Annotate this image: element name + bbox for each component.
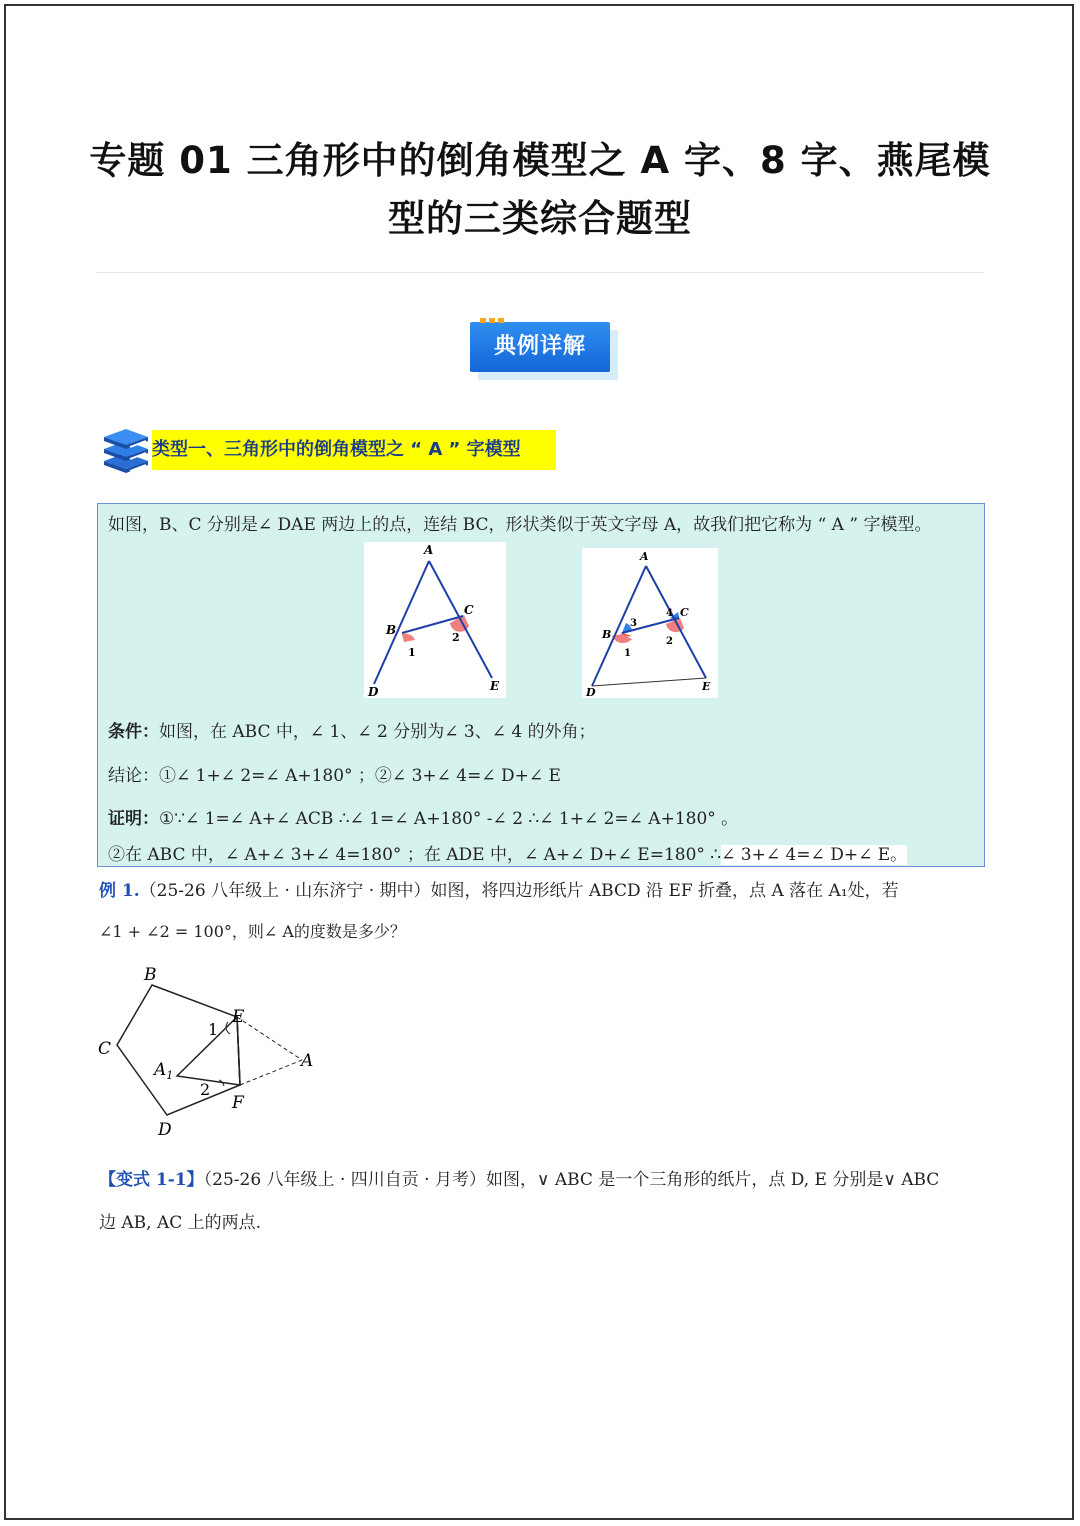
fig1-label-C: C (464, 603, 474, 617)
title-divider (97, 272, 983, 273)
fold-label-A1 (152, 1060, 173, 1082)
fig1-label-2: 2 (452, 631, 460, 644)
fold-label-A1-sub: 1 (166, 1069, 174, 1082)
example-1-text: （25-26 八年级上 · 山东济宁 · 期中）如图，将四边形纸片 ABCD 沿 EF 折叠，点 A 落在 A₁处，若 (139, 881, 899, 901)
fold-label-D: D (158, 1120, 172, 1140)
proof-line-2 (108, 840, 907, 865)
fold-label-F: F (232, 1093, 244, 1113)
model-box (97, 503, 985, 867)
fig2-label-2: 2 (666, 636, 673, 647)
proof-label: 证明： (108, 809, 159, 829)
example-1-line-1 (99, 876, 899, 901)
page-title (60, 132, 1020, 248)
fig2-label-A: A (640, 550, 649, 563)
variant-label: 【变式 1-1】 (99, 1170, 204, 1190)
fig1-label-E: E (490, 679, 500, 693)
fold-label-C: C (98, 1039, 112, 1059)
section-badge (470, 322, 612, 374)
fold-label-1: 1 (208, 1020, 219, 1039)
fold-label-2: 2 (200, 1080, 211, 1099)
variant-line-1 (99, 1165, 939, 1190)
fig1-label-1: 1 (408, 646, 416, 659)
condition-line (108, 717, 596, 742)
fig2-label-E: E (702, 680, 711, 693)
proof-text-2b: ∠ 3+∠ 4=∠ D+∠ E。 (721, 845, 908, 865)
fig1-label-D: D (368, 685, 379, 698)
fig2-label-C: C (680, 606, 689, 619)
badge-label: 典例详解 (470, 322, 610, 372)
section-title: 类型一、三角形中的倒角模型之 “ A ” 字模型 (152, 430, 556, 470)
fig1-label-A: A (424, 543, 434, 557)
variant-line-2: 边 AB, AC 上的两点. (99, 1213, 262, 1233)
fig2-label-D: D (586, 686, 596, 698)
a-model-figure-1 (364, 542, 506, 698)
variant-text: （25-26 八年级上 · 四川自贡 · 月考）如图，∨ ABC 是一个三角形的纸片，点 D, E 分别是∨ ABC (203, 1170, 940, 1190)
books-icon (100, 427, 152, 473)
fold-label-E: E (232, 1007, 245, 1027)
condition-text: 如图，在 ABC 中，∠ 1、∠ 2 分别为∠ 3、∠ 4 的外角； (159, 722, 596, 742)
proof-text-1: ①∵∠ 1=∠ A+∠ ACB ∴∠ 1=∠ A+180° -∠ 2 ∴∠ 1+∠ 2=∠ A+180° 。 (159, 809, 739, 829)
title-line-2: 型的三类综合题型 (388, 197, 692, 240)
condition-label: 条件： (108, 722, 159, 742)
title-line-1: 专题 01 三角形中的倒角模型之 A 字、8 字、燕尾模 (89, 139, 991, 182)
proof-text-2a: ②在 ABC 中，∠ A+∠ 3+∠ 4=180° ；在 ADE 中，∠ A+∠ D+∠ E=180° ∴ (108, 845, 722, 865)
fold-figure (92, 960, 332, 1142)
intro-text: 如图，B、C 分别是∠ DAE 两边上的点，连结 BC，形状类似于英文字母 A，故我们把它称为 “ A ” 字模型。 (108, 515, 932, 535)
fig2-label-3: 3 (630, 618, 637, 629)
fig2-label-4: 4 (666, 608, 673, 619)
fold-label-A1-main: A (154, 1060, 167, 1080)
fold-label-A: A (301, 1051, 314, 1071)
example-1-label: 例 1. (99, 881, 140, 901)
fold-label-B: B (144, 965, 157, 985)
fig1-label-B: B (386, 623, 397, 637)
badge-dots (480, 318, 506, 323)
fig2-label-1: 1 (624, 648, 631, 659)
a-model-figure-2 (582, 548, 718, 698)
conclusion-text: 结论：①∠ 1+∠ 2=∠ A+180° ；②∠ 3+∠ 4=∠ D+∠ E (108, 766, 561, 786)
example-1-line-2: ∠1 + ∠2 = 100°，则∠ A的度数是多少？ (99, 922, 406, 941)
fig2-label-B: B (602, 628, 612, 641)
proof-line (108, 804, 738, 829)
